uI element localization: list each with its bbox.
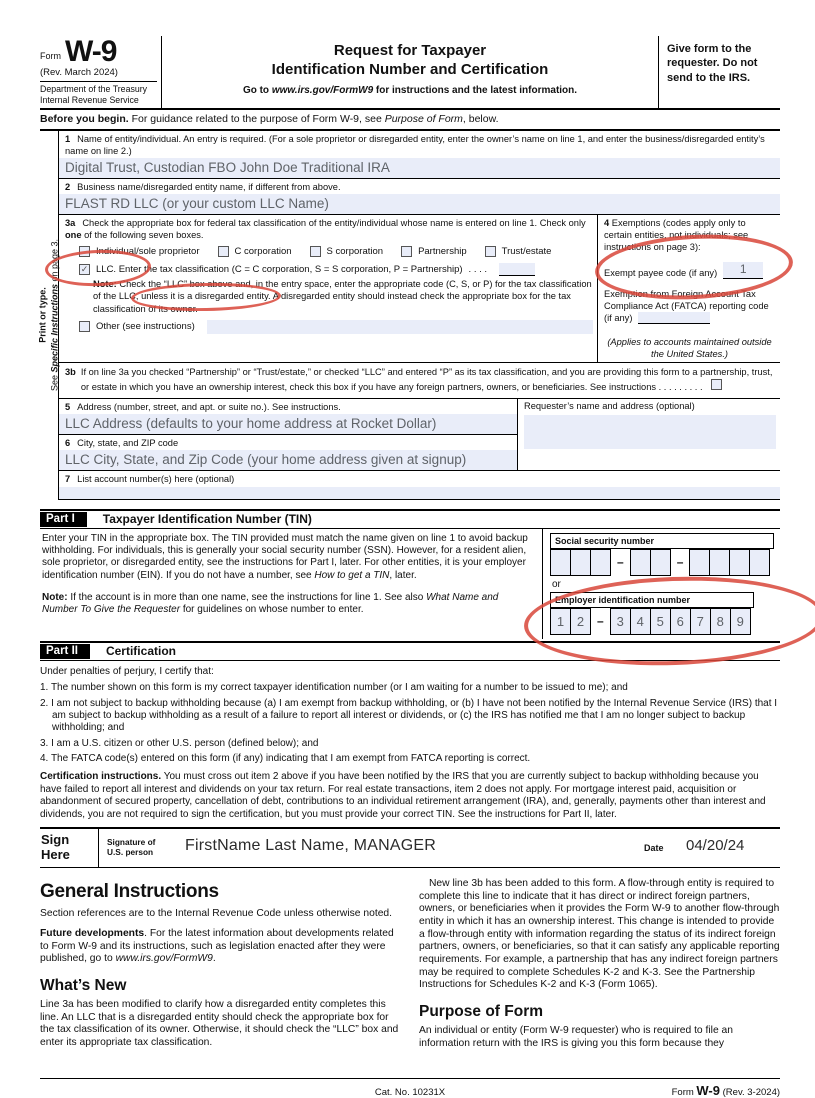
line1-number: 1	[65, 133, 71, 144]
ssn-digit-cell[interactable]	[570, 549, 591, 576]
certify-item-1: 1. The number shown on this form is my correct taxpayer identification number (or I am waiting for a number to be issued to me); and	[40, 682, 628, 694]
form-number: W-9	[65, 35, 117, 68]
ssn-digit-cell[interactable]	[550, 549, 571, 576]
begin-bold: Before you begin.	[40, 112, 129, 125]
applies-note: (Applies to accounts maintained outside the United States.)	[607, 337, 772, 360]
checkbox-c-corp[interactable]	[218, 246, 229, 257]
checkbox-other-label: Other (see instructions)	[96, 321, 195, 333]
ein-label: Employer identification number	[550, 592, 754, 608]
ssn-digit-cell[interactable]	[729, 549, 750, 576]
dept-treasury: Department of the Treasury	[40, 84, 148, 94]
ssn-digit-cell[interactable]	[630, 549, 651, 576]
checkbox-foreign-partners[interactable]	[711, 379, 722, 390]
line6-row	[59, 435, 517, 470]
note-circled-text: unless it is a disregarded entity.	[141, 291, 271, 302]
ein-digit-cell[interactable]: 6	[670, 608, 691, 635]
box4-exemptions	[597, 215, 780, 362]
ssn-digit-cell[interactable]	[650, 549, 671, 576]
ein-digit-cell[interactable]: 8	[710, 608, 731, 635]
dept-irs: Internal Revenue Service	[40, 94, 139, 105]
ein-digit-cell[interactable]: 1	[550, 608, 571, 635]
line2-business-name-field[interactable]: FLAST RD LLC (or your custom LLC Name)	[59, 194, 780, 214]
part1-note-post: for guidelines on whose number to enter.	[180, 604, 364, 616]
ssn-label: Social security number	[550, 533, 774, 549]
cert-instructions-bold: Certification instructions.	[40, 771, 162, 783]
us-person-label: U.S. person	[107, 847, 154, 858]
footer-form-rev: (Rev. 3-2024)	[720, 1086, 781, 1098]
signature-field[interactable]: FirstName Last Name, MANAGER	[185, 837, 436, 855]
note-bold: Note:	[93, 279, 117, 290]
line3a-label-pre: Check the appropriate box for federal tax classification of the entity/individual whose name is entered on line 1. Check only	[82, 218, 586, 229]
future-developments-post: .	[212, 953, 216, 965]
line3a-number: 3a	[65, 218, 76, 229]
requester-box	[517, 399, 780, 470]
part1-para1-post: , later.	[389, 569, 417, 581]
begin-post: , below.	[462, 112, 499, 125]
goto-pre: Go to	[242, 84, 272, 96]
catalog-number: Cat. No. 10231X	[374, 1086, 446, 1098]
goto-post: for instructions and the latest information.	[373, 84, 578, 96]
page-footer	[40, 1078, 780, 1098]
line5-address-field[interactable]: LLC Address (defaults to your home address at Rocket Dollar)	[59, 414, 517, 434]
footer-form-word: Form	[671, 1086, 697, 1098]
part1-title: Taxpayer Identification Number (TIN)	[102, 511, 312, 526]
before-you-begin	[40, 110, 780, 131]
part2-bar	[40, 641, 780, 661]
cert-instructions-text: You must cross out item 2 above if you have been notified by the IRS that you are currently subject to backup withholding because you have failed to report all interest and dividends on your tax return. For real estate transactions, item 2 does not apply. For mortgage interest paid, acquisition or abandonment of secured property, cancellation of debt, contributions to an individual retirement arrangement (IRA), and, generally, payments other than interest and dividends, you are not required to sign the certification, but you must provide your correct TIN. See the instructions for Part II, later.	[40, 771, 766, 820]
line7-number: 7	[65, 473, 71, 484]
line5-row	[59, 399, 517, 435]
line5-number: 5	[65, 401, 71, 412]
line2-row	[59, 179, 780, 215]
ssn-digit-cell[interactable]	[749, 549, 770, 576]
date-field[interactable]: 04/20/24	[686, 837, 745, 855]
checkbox-c-corp-label: C corporation	[234, 246, 292, 258]
line7-account-numbers-field[interactable]	[59, 487, 780, 500]
ein-section	[550, 592, 780, 635]
checkbox-s-corp-label: S corporation	[326, 246, 384, 258]
future-developments-bold: Future developments	[40, 927, 145, 939]
line7-row	[59, 471, 780, 500]
part1-note-pre: If the account is in more than one name, see the instructions for line 1. See also	[67, 591, 427, 603]
checkbox-individual-label: Individual/sole proprietor	[96, 246, 200, 258]
part1-bar	[40, 509, 780, 529]
print-or-type-strip	[37, 131, 59, 500]
ein-digit-cell[interactable]: 3	[610, 608, 631, 635]
line2-number: 2	[65, 182, 71, 193]
llc-classification-entry[interactable]	[499, 263, 535, 276]
llc-dot-leader: . . . .	[468, 264, 488, 276]
purpose-of-form-heading: Purpose of Form	[419, 1002, 544, 1020]
goto-url: www.irs.gov/FormW9	[271, 84, 374, 96]
fatca-label: Exemption from Foreign Account Tax Compliance Act (FATCA) reporting code (if any)	[604, 289, 769, 324]
checkbox-trust-estate[interactable]	[485, 246, 496, 257]
checkbox-individual[interactable]	[79, 246, 90, 257]
ssn-dash: –	[676, 555, 684, 570]
exempt-payee-code-field[interactable]: 1	[723, 262, 763, 279]
see-pre: See	[49, 372, 59, 392]
line7-label: List account number(s) here (optional)	[77, 473, 235, 484]
form-title-block	[162, 36, 658, 108]
line3a-section	[59, 215, 597, 362]
box4-title: Exemptions (codes apply only to certain entities, not individuals; see instructions on page 3):	[604, 218, 749, 253]
ein-dash: –	[597, 614, 604, 629]
form-header	[40, 36, 780, 110]
whats-new-heading: What’s New	[40, 976, 127, 994]
note-text-1: Check the “LLC” box above and, in the entry space, enter the appropriate code (C, S, or P) for the tax classification of the LLC,	[93, 279, 592, 302]
form-title-line2: Identification Number and Certification	[271, 60, 549, 78]
ssn-dash: –	[617, 555, 624, 570]
give-form-note: Give form to the requester. Do not send to the IRS.	[658, 36, 780, 108]
print-or-type-label: Print or type.	[37, 287, 48, 344]
line1-row	[59, 131, 780, 179]
checkbox-s-corp[interactable]	[310, 246, 321, 257]
requester-entry-field[interactable]	[524, 415, 776, 449]
footer-form-name: W-9	[696, 1082, 720, 1098]
ein-digit-cell[interactable]: 2	[570, 608, 591, 635]
line3b-explainer-para: New line 3b has been added to this form. A flow-through entity is required to complete this line to indicate that it has direct or indirect foreign partners, owners, or beneficiaries when it provides the Form W-9 to another flow-through entity in which it has an ownership interest. This change is intended to provide a flow-through entity with information regarding the status of its indirect foreign partners, owners, or beneficiaries, so that it can satisfy any applicable reporting requirements. For example, a partnership that has any indirect foreign partners may be required to complete Schedules K-2 and K-3. See the Partnership Instructions for Schedules K-2 and K-3 (Form 1065).	[419, 877, 780, 991]
line3a-label-post: of the following seven boxes.	[81, 230, 204, 241]
purpose-of-form-para: An individual or entity (Form W-9 requester) who is required to file an information return with the IRS is giving you this form because they	[419, 1024, 733, 1049]
part1-para1: Enter your TIN in the appropriate box. The TIN provided must match the name given on line 1 to avoid backup withholding. For individuals, this is generally your social security number (SSN). However, for a resident alien, sole proprietor, or disregarded entity, see the instructions for Part I, later. For other entities, it is your employer identification number (EIN). If you do not have a number, see	[42, 532, 528, 581]
certify-item-3: 3. I am a U.S. citizen or other U.S. person (defined below); and	[40, 737, 319, 749]
other-entry-field[interactable]	[207, 320, 593, 334]
ein-digit-cell[interactable]: 4	[630, 608, 651, 635]
ein-digit-cell[interactable]: 9	[730, 608, 751, 635]
begin-pre: For guidance related to the purpose of Form W-9, see	[128, 112, 385, 125]
line3a-label-bold: one	[65, 230, 82, 241]
sign-word: Sign	[41, 832, 70, 848]
fatca-code-field[interactable]	[638, 312, 710, 324]
ein-boxes	[550, 608, 780, 635]
part1-label: Part I	[40, 512, 87, 527]
line1-label: Name of entity/individual. An entry is required. (For a sole proprietor or disregarded entity, enter the owner’s name on line 1, and enter the business/disregarded entity’s name on line 2.)	[65, 133, 765, 157]
form-title-line1: Request for Taxpayer	[333, 42, 487, 59]
checkbox-llc[interactable]	[79, 264, 90, 275]
future-developments-text: . For the latest information about developments related to Form W-9 and its instructions, such as legislation enacted after they were published, go to	[40, 927, 394, 965]
ssn-digit-cell[interactable]	[689, 549, 710, 576]
box4-number: 4	[604, 218, 610, 229]
line3b-dot-leader: . . . . . . . . .	[658, 381, 703, 392]
specific-instructions: Specific Instructions	[49, 284, 59, 373]
line6-label: City, state, and ZIP code	[77, 437, 179, 448]
certify-item-2: 2. I am not subject to backup withholding because (a) I am exempt from backup withholding, or (b) I have not been notified by the Internal Revenue Service (IRS) that I am subject to backup withholding as a result of a failure to report all interest or dividends, or (c) the IRS has notified me that I am no longer subject to backup withholding; and	[40, 697, 778, 734]
checkbox-other[interactable]	[79, 321, 90, 332]
certify-intro: Under penalties of perjury, I certify that:	[40, 665, 214, 677]
ssn-boxes	[550, 549, 780, 576]
future-developments-url: www.irs.gov/FormW9	[115, 953, 213, 965]
general-instructions-heading: General Instructions	[40, 880, 219, 902]
line5-label: Address (number, street, and apt. or suite no.). See instructions.	[77, 401, 341, 412]
see-post: on page 3.	[49, 239, 59, 285]
general-instructions-left	[40, 878, 401, 1072]
exempt-payee-label: Exempt payee code (if any)	[604, 267, 718, 278]
part1-note-bold: Note:	[42, 591, 68, 603]
here-word: Here	[41, 846, 70, 862]
line3b-label: If on line 3a you checked “Partnership” or “Trust/estate,” or checked “LLC” and entered “P” as its tax classification, and you are providing this form to a partnership, trust, or estate in which you have an ownership interest, check this box if you have any foreign partners, owners, or beneficiaries. See instructions	[80, 367, 773, 392]
tin-entry-column	[542, 529, 780, 639]
ein-digit-cell[interactable]: 7	[690, 608, 711, 635]
part1-para1-em: How to get a TIN	[314, 569, 390, 581]
whats-new-para: Line 3a has been modified to clarify how a disregarded entity completes this line. An LLC that is a disregarded entity should check the appropriate box for the tax classification of its owner. Otherwise, it should check the “LLC” box and enter its appropriate tax classification.	[40, 998, 399, 1048]
date-label: Date	[644, 843, 664, 854]
line3b-number: 3b	[65, 367, 76, 378]
llc-checkmark-icon: ✓	[80, 264, 89, 275]
form-revision: (Rev. March 2024)	[40, 67, 118, 78]
part1-note-em: What Name and Number To Give the Requester	[42, 591, 499, 616]
form-word: Form	[40, 51, 61, 61]
or-text: or	[552, 578, 561, 590]
line3b-row	[59, 363, 780, 398]
line6-city-state-zip-field[interactable]: LLC City, State, and Zip Code (your home address given at signup)	[59, 450, 517, 470]
certify-item-4: 4. The FATCA code(s) entered on this form (if any) indicating that I am exempt from FATCA reporting is correct.	[40, 753, 531, 765]
line6-number: 6	[65, 437, 71, 448]
ssn-digit-cell[interactable]	[590, 549, 611, 576]
checkbox-partnership[interactable]	[401, 246, 412, 257]
checkbox-partnership-label: Partnership	[418, 246, 467, 258]
section-references-para: Section references are to the Internal Revenue Code unless otherwise noted.	[40, 908, 393, 920]
form-id-block	[40, 36, 162, 108]
checkbox-llc-label: LLC. Enter the tax classification (C = C corporation, S = S corporation, P = Partnership)	[96, 264, 463, 276]
part1-instructions	[40, 529, 542, 639]
begin-em: Purpose of Form	[384, 112, 463, 125]
requester-label: Requester’s name and address (optional)	[524, 400, 695, 411]
ein-digit-cell[interactable]: 5	[650, 608, 671, 635]
checkbox-trust-estate-label: Trust/estate	[501, 246, 552, 258]
general-instructions-right	[419, 878, 780, 1072]
line2-label: Business name/disregarded entity name, if different from above.	[77, 182, 341, 193]
certification-text	[40, 661, 780, 821]
signature-of-label: Signature of	[107, 837, 156, 848]
note-text-2: A disregarded entity should instead check the appropriate box for the tax classification of its owner.	[93, 291, 571, 314]
signature-section	[40, 827, 780, 868]
part2-label: Part II	[40, 644, 90, 659]
ssn-digit-cell[interactable]	[709, 549, 730, 576]
part2-title: Certification	[105, 643, 176, 658]
line1-name-field[interactable]: Digital Trust, Custodian FBO John Doe Traditional IRA	[59, 158, 780, 178]
